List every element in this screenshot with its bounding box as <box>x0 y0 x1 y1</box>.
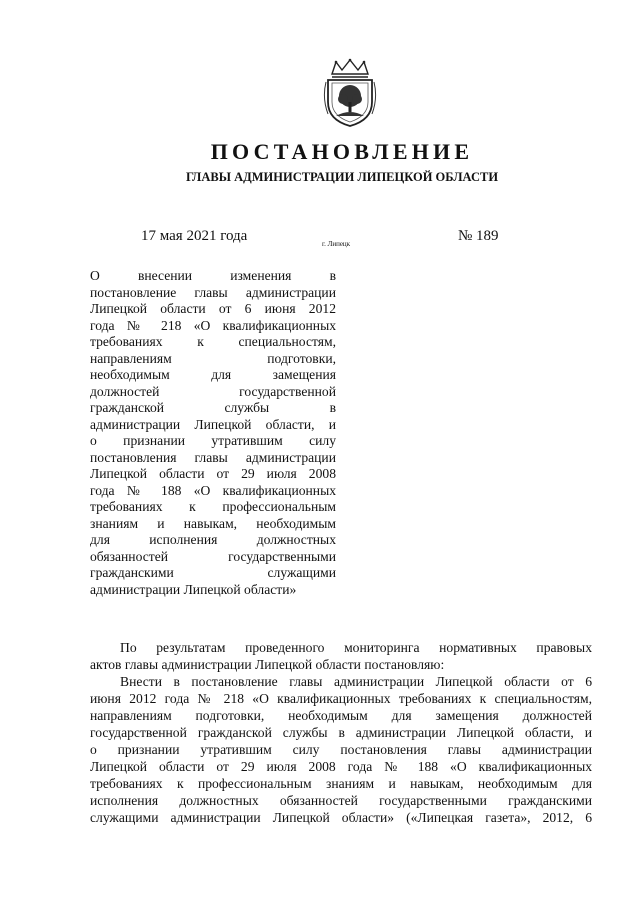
subject-line: Липецкой области от 29 июля 2008 <box>90 466 336 481</box>
subject-line: года № 218 «О квалификационных <box>90 317 336 333</box>
document-subtitle: ГЛАВЫ АДМИНИСТРАЦИИ ЛИПЕЦКОЙ ОБЛАСТИ <box>185 170 499 184</box>
document-body <box>90 639 592 826</box>
body-line: актов главы администрации Липецкой области постановляю: <box>90 657 445 672</box>
subject-line: постановление главы администрации <box>90 284 336 300</box>
body-line: Липецкой области от 29 июля 2008 года № 188 «О квалификационных <box>90 759 592 774</box>
subject-line: администрации Липецкой области» <box>90 581 297 597</box>
subject-line: знаниям и навыкам, необходимым <box>90 515 336 531</box>
subject-line: необходимым для замещения <box>90 367 336 382</box>
subject-line: о признании утратившим силу <box>90 433 336 448</box>
subject-line: направлениям подготовки, <box>90 350 336 366</box>
subject-line: года № 188 «О квалификационных <box>90 482 336 498</box>
subject-line: для исполнения должностных <box>90 532 336 547</box>
body-line: о признании утратившим силу постановления главы администрации <box>90 742 592 757</box>
subject-line: О внесении изменения в <box>90 268 336 283</box>
body-line: государственной гражданской службы в администрации Липецкой области, и <box>90 725 592 740</box>
body-line: По результатам проведенного мониторинга нормативных правовых <box>120 640 592 655</box>
document-number: № 189 <box>458 228 499 244</box>
body-line: требованиях к профессиональным знаниям и навыкам, необходимым для <box>90 776 592 791</box>
document-date: 17 мая 2021 года <box>141 228 248 244</box>
subject-line: администрации Липецкой области, и <box>90 416 336 432</box>
coat-of-arms-icon <box>322 58 378 128</box>
subject-line: должностей государственной <box>90 383 336 399</box>
subject-line: постановления главы администрации <box>90 449 336 465</box>
subject-line: гражданской службы в <box>90 400 336 415</box>
document-subject <box>90 268 336 598</box>
subject-line: требованиях к профессиональным <box>90 499 336 514</box>
subject-line: гражданскими служащими <box>90 565 336 580</box>
body-line: служащими администрации Липецкой области» («Липецкая газета», 2012, 6 <box>90 810 592 825</box>
subject-line: обязанностей государственными <box>90 548 336 564</box>
subject-line: требованиях к специальностям, <box>90 334 336 349</box>
body-line: исполнения должностных обязанностей государственными гражданскими <box>90 793 592 808</box>
document-city: г. Липецк <box>322 240 351 248</box>
body-line: Внести в постановление главы администрации Липецкой области от 6 <box>120 674 592 689</box>
document-title: ПОСТАНОВЛЕНИЕ <box>210 139 474 164</box>
subject-line: Липецкой области от 6 июня 2012 <box>90 301 336 316</box>
body-line: июня 2012 года № 218 «О квалификационных требованиях к специальностям, <box>90 691 592 706</box>
body-line: направлениям подготовки, необходимым для замещения должностей <box>90 708 592 723</box>
